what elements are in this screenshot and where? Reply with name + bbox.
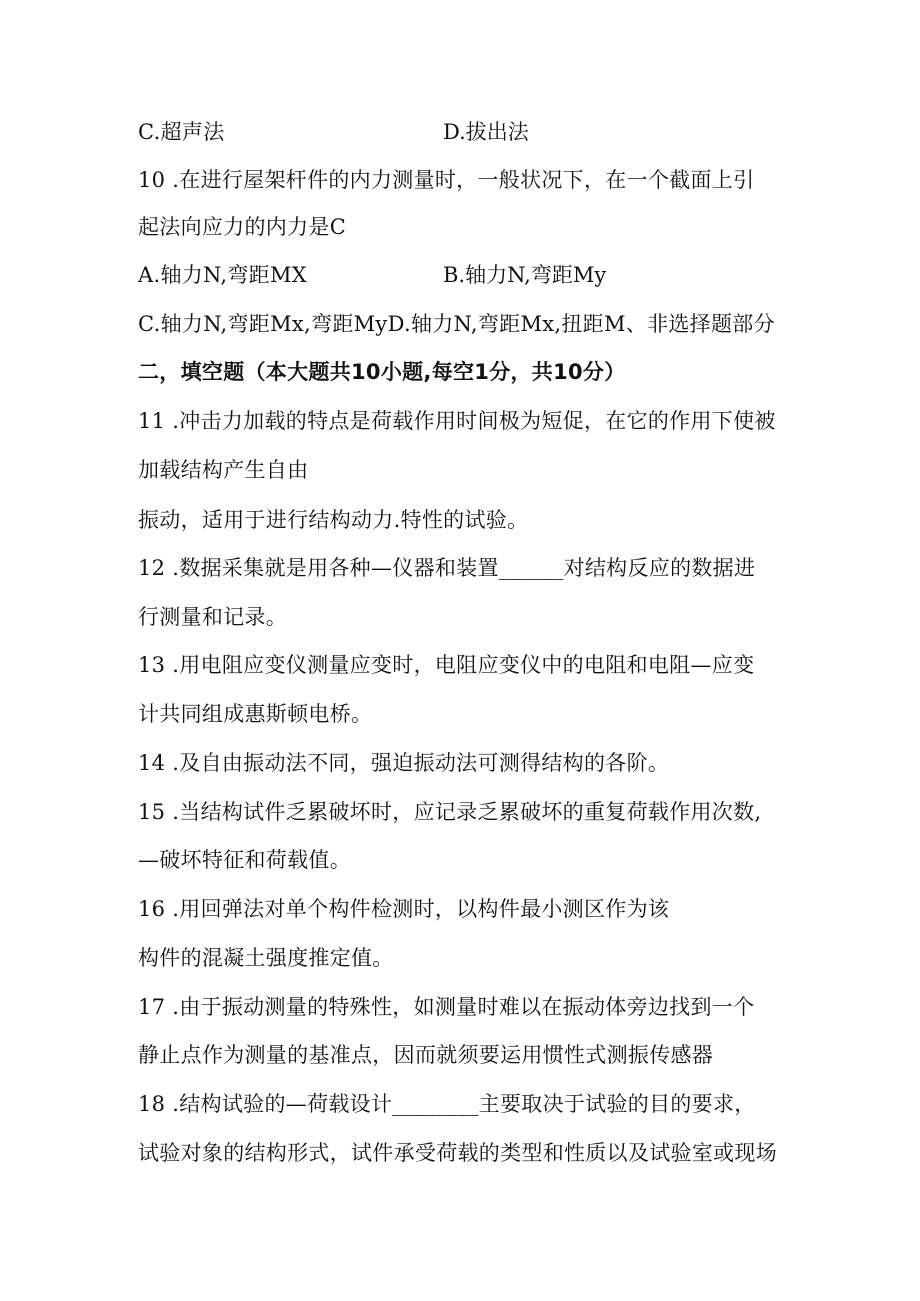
question-11-line-2: 加载结构产生自由 bbox=[138, 458, 309, 482]
question-16-line-2: 构件的混凝土强度推定值。 bbox=[138, 946, 394, 970]
option-d-pullout: D.拔出法 bbox=[443, 120, 529, 144]
option-c-ultrasonic: C.超声法 bbox=[138, 120, 225, 144]
question-10-option-cd: C.轴力N,弯距Mx,弯距MyD.轴力N,弯距Mx,扭距M、非选择题部分 bbox=[138, 312, 775, 336]
question-10-line-2: 起法向应力的内力是C bbox=[138, 215, 347, 239]
question-16-line-1: 16 .用回弹法对单个构件检测时，以构件最小测区作为该 bbox=[138, 897, 670, 921]
question-17-line-2: 静止点作为测量的基准点，因而就须要运用惯性式测振传感器 bbox=[138, 1043, 714, 1067]
question-11-line-3: 振动，适用于进行结构动力.特性的试验。 bbox=[138, 508, 529, 532]
question-10-line-1: 10 .在进行屋架杆件的内力测量时，一般状况下，在一个截面上引 bbox=[138, 168, 755, 192]
question-13-line-2: 计共同组成惠斯顿电桥。 bbox=[138, 702, 373, 726]
question-18-line-1: 18 .结构试验的—荷载设计________主要取决于试验的目的要求， bbox=[138, 1092, 756, 1116]
question-12-line-2: 行测量和记录。 bbox=[138, 605, 288, 629]
section-2-title: 二，填空题（本大题共10小题,每空1分，共10分） bbox=[138, 360, 626, 384]
question-12-line-1: 12 .数据采集就是用各种—仪器和装置______对结构反应的数据进 bbox=[138, 556, 756, 580]
question-17-line-1: 17 .由于振动测量的特殊性，如测量时难以在振动体旁边找到一个 bbox=[138, 995, 755, 1019]
question-15-line-1: 15 .当结构试件乏累破坏时，应记录乏累破坏的重复荷载作用次数, bbox=[138, 800, 762, 824]
question-18-line-2: 试验对象的结构形式，试件承受荷载的类型和性质以及试验室或现场 bbox=[138, 1141, 777, 1165]
question-13-line-1: 13 .用电阻应变仪测量应变时，电阻应变仪中的电阻和电阻—应变 bbox=[138, 653, 755, 677]
question-10-option-a: A.轴力N,弯距MX bbox=[138, 263, 307, 287]
question-10-option-b: B.轴力N,弯距My bbox=[443, 263, 607, 287]
question-15-line-2: —破坏特征和荷载值。 bbox=[138, 848, 351, 872]
question-11-line-1: 11 .冲击力加载的特点是荷载作用时间极为短促，在它的作用下使被 bbox=[138, 409, 776, 433]
question-14-line-1: 14 .及自由振动法不同，强迫振动法可测得结构的各阶。 bbox=[138, 751, 670, 775]
